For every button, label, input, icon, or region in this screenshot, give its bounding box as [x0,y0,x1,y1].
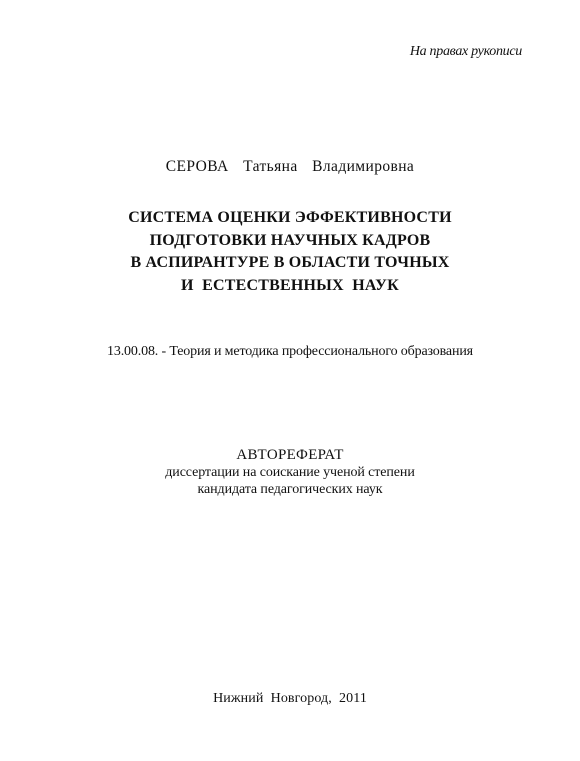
title-line: И ЕСТЕСТВЕННЫХ НАУК [181,276,399,294]
author-name: СЕРОВА Татьяна Владимировна [165,158,415,175]
abstract-line: диссертации на соискание ученой степени [165,465,415,480]
place-and-year: Нижний Новгород, 2011 [213,691,367,706]
abstract-block [0,446,580,498]
abstract-line: кандидата педагогических наук [197,482,383,497]
specialty-code: 13.00.08. - Теория и методика профессионального образования [107,344,473,359]
abstract-heading: АВТОРЕФЕРАТ [236,447,344,463]
dissertation-title [0,207,580,297]
manuscript-note: На правах рукописи [409,44,522,59]
title-line: ПОДГОТОВКИ НАУЧНЫХ КАДРОВ [149,231,431,249]
title-line: СИСТЕМА ОЦЕНКИ ЭФФЕКТИВНОСТИ [128,209,452,226]
title-line: В АСПИРАНТУРЕ В ОБЛАСТИ ТОЧНЫХ [130,254,450,271]
